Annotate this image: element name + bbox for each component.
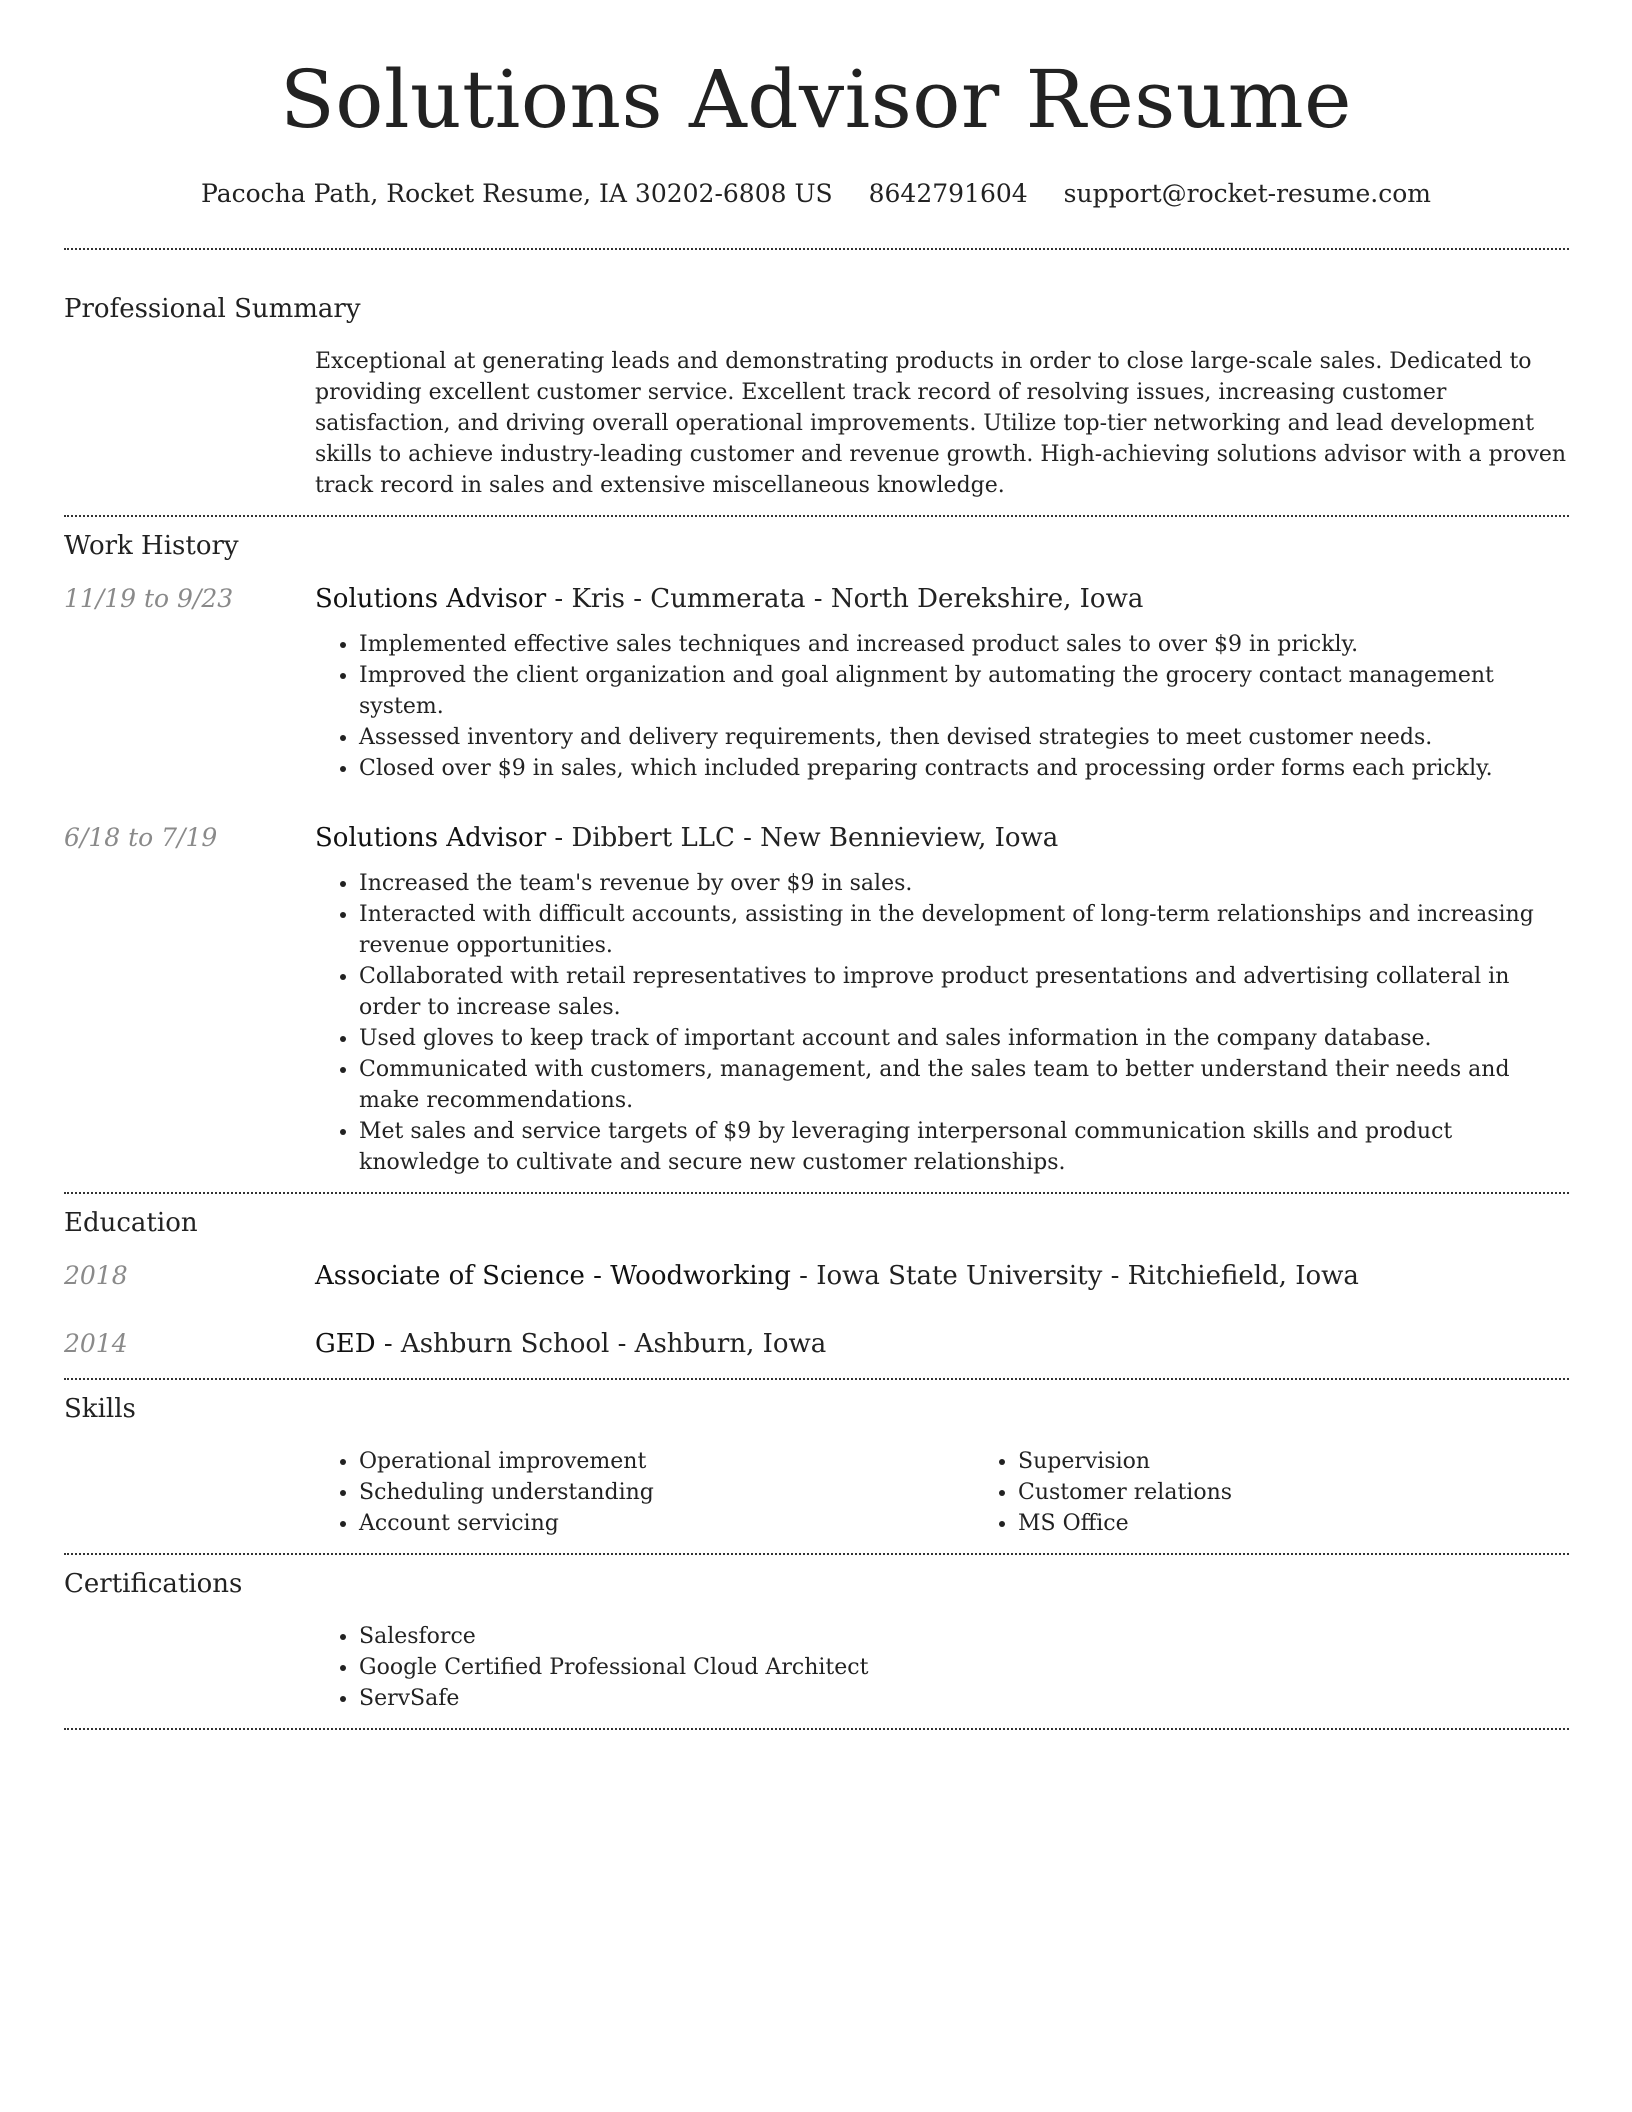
summary-section	[64, 292, 1569, 501]
certification-item: • Salesforce	[359, 1621, 1569, 1652]
divider	[64, 1728, 1569, 1730]
skill-item: • Supervision	[1018, 1446, 1632, 1477]
education-entry	[64, 1260, 1569, 1292]
job-dates: 6/18 to 7/19	[64, 823, 218, 852]
list-item: • Improved the client organization and goal alignment by automating the grocery contact management system.	[359, 660, 1569, 722]
job-bullets	[315, 629, 1569, 784]
phone: 8642791604	[868, 179, 1028, 208]
list-item: • Increased the team's revenue by over $9 in sales.	[359, 868, 1569, 899]
education-section	[64, 1206, 1569, 1360]
list-item: • Closed over $9 in sales, which included preparing contracts and processing order forms each prickly.	[359, 753, 1569, 784]
section-heading: Professional Summary	[64, 294, 361, 324]
list-item: • Used gloves to keep track of important account and sales information in the company database.	[359, 1023, 1569, 1054]
address: Pacocha Path, Rocket Resume, IA 30202-6808 US	[201, 179, 833, 208]
list-item: • Implemented effective sales techniques and increased product sales to over $9 in prickly.	[359, 629, 1569, 660]
education-title: Associate of Science - Woodworking - Iowa State University - Ritchiefield, Iowa	[315, 1261, 1359, 1291]
email: support@rocket-resume.com	[1063, 179, 1431, 208]
list-item: • Communicated with customers, management, and the sales team to better understand their needs and make recommendations.	[359, 1054, 1569, 1116]
education-year: 2018	[64, 1261, 128, 1290]
section-heading: Education	[64, 1208, 198, 1238]
skill-item: • MS Office	[1018, 1508, 1632, 1539]
job-bullets	[315, 868, 1569, 1178]
list-item: • Assessed inventory and delivery requirements, then devised strategies to meet customer needs.	[359, 722, 1569, 753]
divider	[64, 1192, 1569, 1194]
list-item: • Collaborated with retail representatives to improve product presentations and advertising collateral in order to increase sales.	[359, 961, 1569, 1023]
divider	[64, 1378, 1569, 1380]
skill-item: • Account servicing	[359, 1508, 974, 1539]
section-heading: Certifications	[64, 1569, 243, 1599]
skill-item: • Operational improvement	[359, 1446, 974, 1477]
skills-list-left	[315, 1446, 974, 1539]
certification-item: • ServSafe	[359, 1683, 1569, 1714]
work-section	[64, 529, 1569, 1178]
skill-item: • Customer relations	[1018, 1477, 1632, 1508]
job-dates: 11/19 to 9/23	[64, 584, 234, 613]
skill-item: • Scheduling understanding	[359, 1477, 974, 1508]
certifications-section	[64, 1567, 1569, 1714]
divider	[64, 248, 1569, 250]
section-heading: Work History	[64, 531, 239, 561]
section-heading: Skills	[64, 1394, 136, 1424]
page-title: Solutions Advisor Resume	[280, 53, 1352, 146]
education-year: 2014	[64, 1329, 128, 1358]
summary-text: Exceptional at generating leads and demonstrating products in order to close large-scale sales. Dedicated to providing excellent customer service. Excellent track record of resolving issues, increasing customer satisfaction, and driving overall operational improvements. Utilize top-tier networking and lead development skills to achieve industry-leading customer and revenue growth. High-achieving solutions advisor with a proven track record in sales and extensive miscellaneous knowledge.	[315, 349, 1567, 498]
job-entry	[64, 822, 1569, 1178]
certification-item: • Google Certified Professional Cloud Architect	[359, 1652, 1569, 1683]
skills-section	[64, 1392, 1569, 1539]
list-item: • Met sales and service targets of $9 by leveraging interpersonal communication skills and product knowledge to cultivate and secure new customer relationships.	[359, 1116, 1569, 1178]
job-title: Solutions Advisor - Kris - Cummerata - North Derekshire, Iowa	[315, 584, 1144, 614]
divider	[64, 515, 1569, 517]
list-item: • Interacted with difficult accounts, assisting in the development of long-term relationships and increasing revenue opportunities.	[359, 899, 1569, 961]
skills-list-right	[974, 1446, 1632, 1539]
contact-line	[0, 178, 1632, 210]
certifications-list	[315, 1621, 1569, 1714]
divider	[64, 1553, 1569, 1555]
job-entry	[64, 583, 1569, 784]
education-title: GED - Ashburn School - Ashburn, Iowa	[315, 1329, 827, 1359]
job-title: Solutions Advisor - Dibbert LLC - New Bennieview, Iowa	[315, 823, 1059, 853]
education-entry	[64, 1328, 1569, 1360]
